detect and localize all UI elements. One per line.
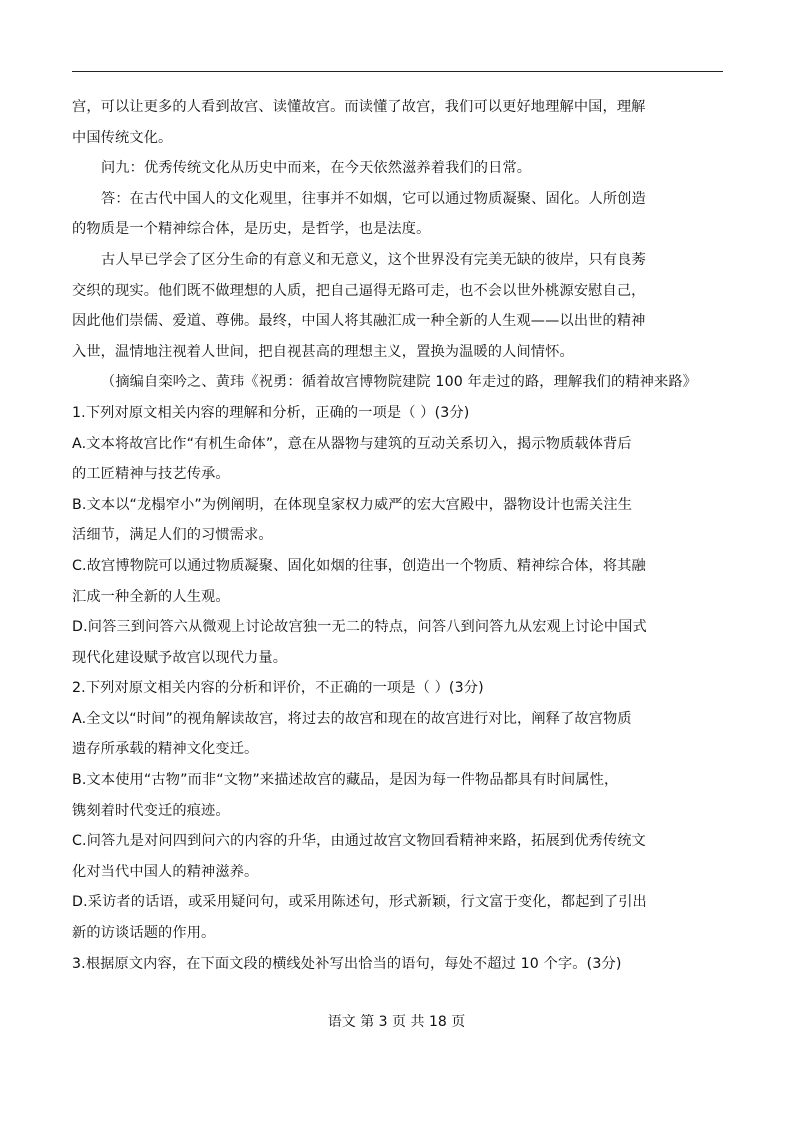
option-line: 的工匠精神与技艺传承。 xyxy=(72,466,230,483)
passage-line: 问九：优秀传统文化从历史中而来，在今天依然滋养着我们的日常。 xyxy=(101,160,532,177)
option-line: 化对当代中国人的精神滋养。 xyxy=(72,863,259,880)
option-line: 遗存所承载的精神文化变迁。 xyxy=(72,741,259,758)
option-line: 新的访谈话题的作用。 xyxy=(72,925,216,942)
question-3-stem: 3.根据原文内容，在下面文段的横线处补写出恰当的语句，每处不超过 10 个字。(3分) xyxy=(72,955,622,972)
question-2-stem: 2.下列对原文相关内容的分析和评价，不正确的一项是（ ）(3分) xyxy=(72,680,484,697)
option-line: 活细节，满足人们的习惯需求。 xyxy=(72,527,273,544)
passage-line: 古人早已学会了区分生命的有意义和无意义，这个世界没有完美无缺的彼岸，只有良莠 xyxy=(101,251,646,268)
passage-line: 答：在古代中国人的文化观里，往事并不如烟，它可以通过物质凝聚、固化。人所创造 xyxy=(101,190,646,207)
option-line: D.问答三到问答六从微观上讨论故宫独一无二的特点，问答八到问答九从宏观上讨论中国式 xyxy=(72,619,647,636)
option-line: D.采访者的话语，或采用疑问句，或采用陈述句，形式新颖，行文富于变化，都起到了引出 xyxy=(72,894,647,911)
option-line: A.文本将故宫比作“有机生命体”，意在从器物与建筑的互动关系切入，揭示物质载体背后 xyxy=(72,435,632,452)
document-body xyxy=(72,92,723,979)
passage-section xyxy=(72,92,723,398)
option-line: 汇成一种全新的人生观。 xyxy=(72,588,230,605)
option-line: C.问答九是对问四到问六的内容的升华，由通过故宫文物回看精神来路，拓展到优秀传统文 xyxy=(72,833,646,850)
passage-line: 入世，温情地注视着人世间，把自视甚高的理想主义，置换为温暖的人间情怀。 xyxy=(72,343,574,360)
passage-line: 因此他们崇儒、爱道、尊佛。最终，中国人将其融汇成一种全新的人生观——以出世的精神 xyxy=(72,313,646,330)
option-line: A.全文以“时间”的视角解读故宫，将过去的故宫和现在的故宫进行对比，阐释了故宫物质 xyxy=(72,710,632,727)
option-line: 镌刻着时代变迁的痕迹。 xyxy=(72,802,230,819)
questions-section xyxy=(72,398,723,979)
header-rule xyxy=(72,71,723,72)
source-citation: （摘编自栾吟之、黄玮《祝勇：循着故宫博物院建院 100 年走过的路，理解我们的精神来路》 xyxy=(101,374,698,391)
option-line: B.文本以“龙榻窄小”为例阐明，在体现皇家权力威严的宏大宫殿中，器物设计也需关注生 xyxy=(72,496,633,513)
option-line: C.故宫博物院可以通过物质凝聚、固化如烟的往事，创造出一个物质、精神综合体，将其融 xyxy=(72,557,646,574)
passage-line: 的物质是一个精神综合体，是历史，是哲学，也是法度。 xyxy=(72,221,431,238)
passage-line: 交织的现实。他们既不做理想的人质，把自己逼得无路可走，也不会以世外桃源安慰自己， xyxy=(72,282,646,299)
passage-line: 宫，可以让更多的人看到故宫、读懂故宫。而读懂了故宫，我们可以更好地理解中国，理解 xyxy=(72,99,646,115)
option-line: B.文本使用“古物”而非“文物”来描述故宫的藏品，是因为每一件物品都具有时间属性， xyxy=(72,772,619,789)
question-1-stem: 1.下列对原文相关内容的理解和分析，正确的一项是（ ）(3分) xyxy=(72,404,470,421)
page-footer: 语文 第 3 页 共 18 页 xyxy=(327,1014,466,1030)
passage-line: 中国传统文化。 xyxy=(72,129,173,146)
option-line: 现代化建设赋予故宫以现代力量。 xyxy=(72,649,288,666)
